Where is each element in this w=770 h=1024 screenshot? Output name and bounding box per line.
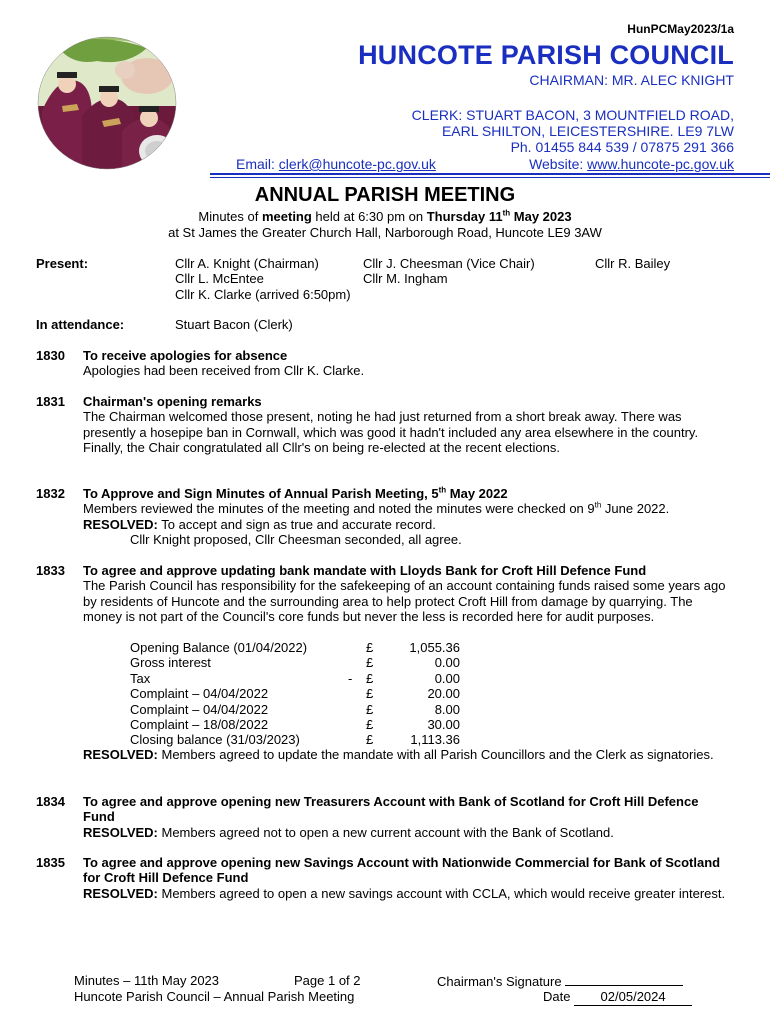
finance-table	[130, 640, 470, 748]
finance-row	[130, 732, 470, 747]
minutes-mid: held at 6:30 pm on	[311, 209, 427, 224]
item-heading: To agree and approve updating bank mandate with Lloyds Bank for Croft Hill Defence Fund	[83, 563, 647, 578]
website-label: Website:	[529, 156, 588, 172]
minutes-prefix: Minutes of	[198, 209, 262, 224]
item-text: Finally, the Chair congratulated all Cllr's on being re-elected at the recent elections.	[83, 440, 560, 456]
header-divider	[210, 173, 770, 175]
attendance-label: In attendance:	[36, 317, 125, 332]
item-number: 1835	[36, 855, 65, 870]
finance-currency: £	[366, 716, 374, 732]
header-divider-thin	[210, 177, 770, 178]
finance-currency: £	[366, 732, 374, 748]
item-1830	[83, 348, 733, 379]
item-heading: To agree and approve opening new Savings Account with Nationwide Commercial for Bank of Scotland for Croft Hill Defence Fund	[83, 855, 721, 886]
item-heading: To receive apologies for absence	[83, 348, 288, 363]
present-member: Cllr M. Ingham	[363, 271, 448, 287]
finance-row	[130, 671, 470, 686]
resolved-label: RESOLVED:	[83, 885, 158, 901]
phone-line: Ph. 01455 844 539 / 07875 291 366	[510, 139, 734, 155]
finance-currency: £	[366, 670, 374, 686]
website-link[interactable]: www.huncote-pc.gov.uk	[587, 156, 734, 172]
item-text	[83, 501, 733, 516]
finance-row	[130, 702, 470, 717]
minutes-day: Thursday 11	[426, 209, 503, 224]
finance-label: Complaint – 04/04/2022	[130, 686, 269, 702]
signature-label: Chairman's Signature	[437, 974, 562, 989]
clerk-address-line2: EARL SHILTON, LEICESTERSHIRE. LE9 7LW	[441, 123, 734, 139]
signature-line	[565, 973, 683, 986]
present-col1	[175, 256, 351, 302]
finance-row	[130, 640, 470, 655]
resolved-text: To accept and sign as true and accurate record.	[157, 516, 436, 532]
text-b: June 2022.	[601, 501, 670, 517]
finance-label: Tax	[130, 670, 151, 686]
present-member: Cllr K. Clarke (arrived 6:50pm)	[175, 286, 351, 302]
item-number: 1832	[36, 486, 65, 501]
item-1833-resolved	[83, 747, 733, 762]
resolved-line	[83, 747, 733, 762]
footer-minutes: Minutes – 11th May 2023	[74, 973, 220, 988]
finance-amount: 0.00	[434, 670, 460, 686]
footer-council: Huncote Parish Council – Annual Parish Meeting	[74, 989, 355, 1004]
resolved-label: RESOLVED:	[83, 824, 158, 840]
item-heading: Chairman's opening remarks	[83, 394, 262, 409]
present-member: Cllr L. McEntee	[175, 271, 264, 287]
date-value: 02/05/2024	[574, 989, 692, 1006]
date-label: Date	[543, 989, 571, 1004]
website-line	[529, 156, 734, 172]
minutes-sup: th	[502, 208, 511, 218]
finance-amount: 8.00	[434, 701, 460, 717]
text-sup: th	[594, 501, 602, 511]
email-label: Email:	[236, 156, 279, 172]
resolved-text: Members agreed to update the mandate with all Parish Councillors and the Clerk as signatories.	[157, 747, 714, 762]
attendance-value: Stuart Bacon (Clerk)	[175, 317, 293, 332]
heading-sup: th	[438, 485, 447, 495]
footer-date	[543, 989, 692, 1006]
present-member: Cllr J. Cheesman (Vice Chair)	[363, 256, 535, 271]
finance-label: Closing balance (31/03/2023)	[130, 732, 300, 748]
parish-logo-icon	[37, 36, 177, 170]
present-label: Present:	[36, 256, 89, 271]
finance-row	[130, 686, 470, 701]
item-number: 1834	[36, 794, 65, 809]
present-col2	[363, 256, 535, 287]
minutes-line	[0, 209, 770, 224]
minutes-meeting: meeting	[261, 209, 312, 224]
chairman-line: CHAIRMAN: MR. ALEC KNIGHT	[529, 72, 734, 88]
minutes-date: May 2023	[510, 209, 572, 224]
item-heading	[83, 486, 733, 501]
email-link[interactable]: clerk@huncote-pc.gov.uk	[278, 156, 436, 172]
item-number: 1830	[36, 348, 65, 363]
meeting-title: ANNUAL PARISH MEETING	[254, 184, 516, 206]
finance-sign: -	[348, 670, 353, 686]
item-1831	[83, 394, 733, 456]
present-member: Cllr A. Knight (Chairman)	[175, 256, 319, 271]
item-number: 1833	[36, 563, 65, 578]
item-text: The Parish Council has responsibility for the safekeeping of an account containing funds raised some years ago by residents of Huncote and the surrounding area to help protect Croft Hill from damage by quarrying. The money is not part of the Council's core funds but never the less is recorded here for audit purposes.	[83, 578, 726, 625]
heading-end: May 2022	[446, 486, 508, 501]
finance-label: Opening Balance (01/04/2022)	[130, 640, 308, 655]
present-col3	[595, 256, 670, 271]
finance-currency: £	[366, 655, 374, 671]
footer-page: Page 1 of 2	[294, 973, 361, 988]
item-text: Apologies had been received from Cllr K. Clarke.	[83, 363, 365, 379]
resolved-line	[83, 517, 733, 532]
resolved-text: Members agreed not to open a new current account with the Bank of Scotland.	[157, 824, 614, 840]
item-heading: To agree and approve opening new Treasurers Account with Bank of Scotland for Croft Hill Defence Fund	[83, 794, 699, 825]
item-text: The Chairman welcomed those present, noting he had just returned from a short break away. There was presently a hosepipe ban in Cornwall, which was good it hadn't included any area elsewhere in the country.	[83, 409, 699, 440]
clerk-address-line1: CLERK: STUART BACON, 3 MOUNTFIELD ROAD,	[411, 107, 734, 123]
council-name: HUNCOTE PARISH COUNCIL	[358, 40, 734, 70]
resolved-line	[83, 886, 728, 901]
finance-currency: £	[366, 701, 374, 717]
finance-row	[130, 655, 470, 670]
item-number: 1831	[36, 394, 65, 409]
item-1833	[83, 563, 733, 625]
finance-amount: 20.00	[427, 686, 460, 702]
item-1835	[83, 855, 728, 901]
finance-amount: 30.00	[427, 716, 460, 732]
venue-line: at St James the Greater Church Hall, Narborough Road, Huncote LE9 3AW	[168, 225, 602, 240]
proposed-line: Cllr Knight proposed, Cllr Cheesman seconded, all agree.	[130, 532, 462, 548]
finance-label: Complaint – 04/04/2022	[130, 701, 269, 717]
heading-text: To Approve and Sign Minutes of Annual Parish Meeting, 5	[83, 486, 439, 501]
present-member: Cllr R. Bailey	[595, 256, 671, 271]
item-1832	[83, 486, 733, 548]
finance-amount: 1,113.36	[410, 732, 460, 748]
resolved-label: RESOLVED:	[83, 747, 158, 762]
resolved-label: RESOLVED:	[83, 516, 158, 532]
item-1834	[83, 794, 723, 840]
footer-signature	[437, 973, 683, 990]
finance-row	[130, 717, 470, 732]
finance-currency: £	[366, 686, 374, 702]
finance-amount: 1,055.36	[409, 640, 460, 655]
finance-label: Gross interest	[130, 655, 211, 671]
email-line	[236, 156, 436, 172]
finance-amount: 0.00	[434, 655, 460, 671]
finance-label: Complaint – 18/08/2022	[130, 716, 269, 732]
resolved-line	[83, 825, 723, 840]
document-reference: HunPCMay2023/1a	[627, 22, 734, 36]
text-a: Members reviewed the minutes of the meeting and noted the minutes were checked on 9	[83, 501, 595, 517]
finance-currency: £	[366, 640, 374, 655]
resolved-text: Members agreed to open a new savings account with CCLA, which would receive greater interest.	[157, 885, 726, 901]
